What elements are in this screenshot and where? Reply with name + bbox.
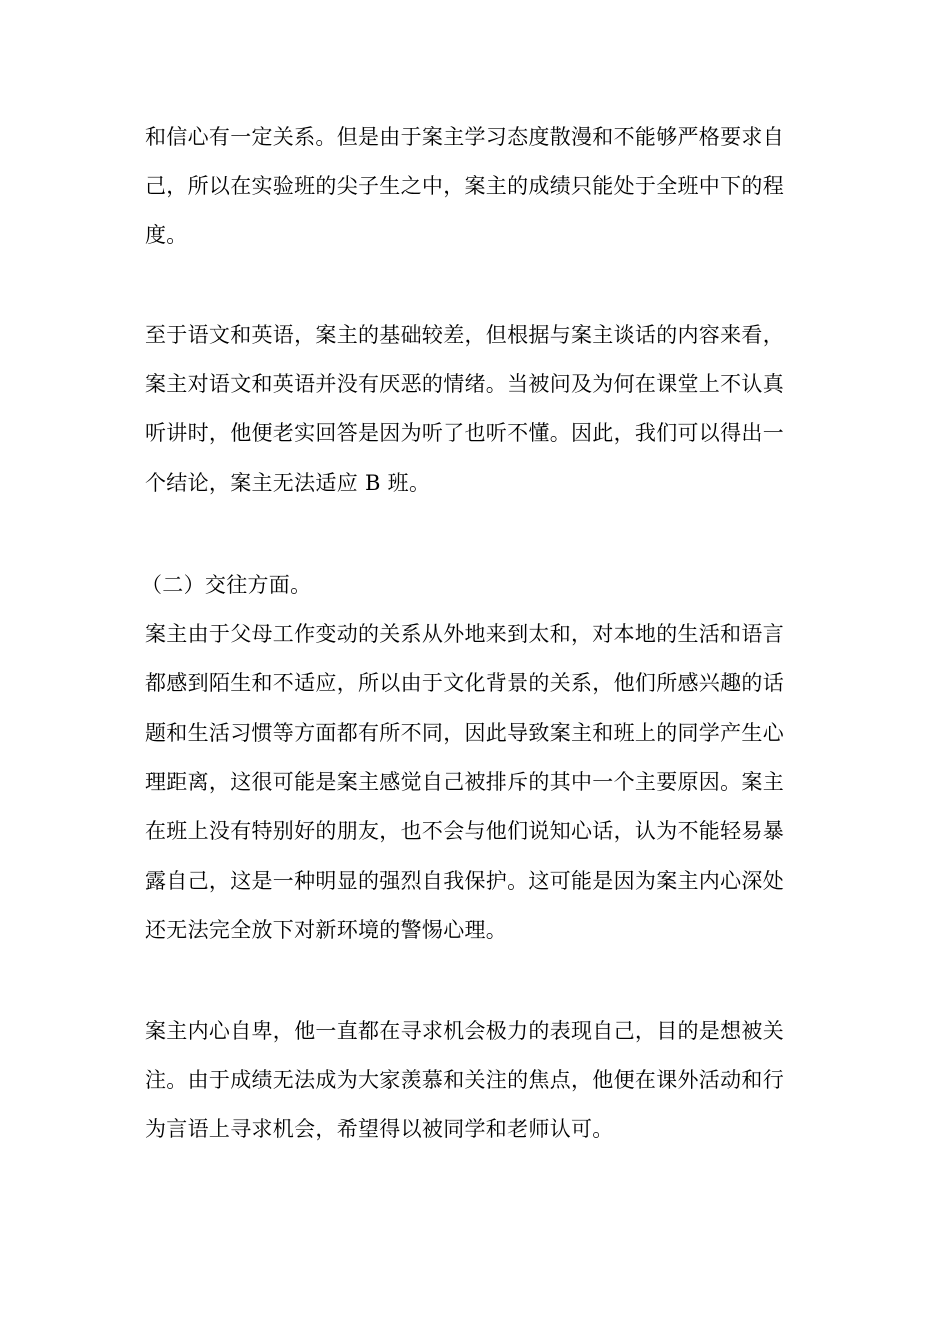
text-line: 案主由于父母工作变动的关系从外地来到太和，对本地的生活和语言 bbox=[145, 622, 784, 646]
text-line: 题和生活习惯等方面都有所不同，因此导致案主和班上的同学产生心 bbox=[145, 721, 784, 745]
text-line: 和信心有一定关系。但是由于案主学习态度散漫和不能够严格要求自 bbox=[145, 125, 784, 149]
text-line: 案主内心自卑，他一直都在寻求机会极力的表现自己，目的是想被关 bbox=[145, 1019, 784, 1043]
text-line: 在班上没有特别好的朋友，也不会与他们说知心话，认为不能轻易暴 bbox=[145, 819, 784, 843]
text-line: 听讲时，他便老实回答是因为听了也听不懂。因此，我们可以得出一 bbox=[145, 421, 784, 445]
text-line: 都感到陌生和不适应，所以由于文化背景的关系，他们所感兴趣的话 bbox=[145, 671, 784, 695]
text-line: 己，所以在实验班的尖子生之中，案主的成绩只能处于全班中下的程 bbox=[145, 174, 784, 198]
text-line: 至于语文和英语，案主的基础较差，但根据与案主谈话的内容来看， bbox=[145, 323, 784, 347]
section-heading: （二）交往方面。 bbox=[141, 573, 312, 597]
text-line: 度。 bbox=[145, 223, 188, 247]
text-line: 理距离，这很可能是案主感觉自己被排斥的其中一个主要原因。案主 bbox=[145, 770, 784, 794]
text-line: 注。由于成绩无法成为大家羡慕和关注的焦点，他便在课外活动和行 bbox=[145, 1068, 784, 1092]
text-line: 露自己，这是一种明显的强烈自我保护。这可能是因为案主内心深处 bbox=[145, 869, 784, 893]
text-line: 还无法完全放下对新环境的警惕心理。 bbox=[145, 918, 508, 942]
text-line: 个结论，案主无法适应 B 班。 bbox=[145, 471, 431, 495]
text-line: 案主对语文和英语并没有厌恶的情绪。当被问及为何在课堂上不认真 bbox=[145, 372, 784, 396]
text-line: 为言语上寻求机会，希望得以被同学和老师认可。 bbox=[145, 1117, 614, 1141]
